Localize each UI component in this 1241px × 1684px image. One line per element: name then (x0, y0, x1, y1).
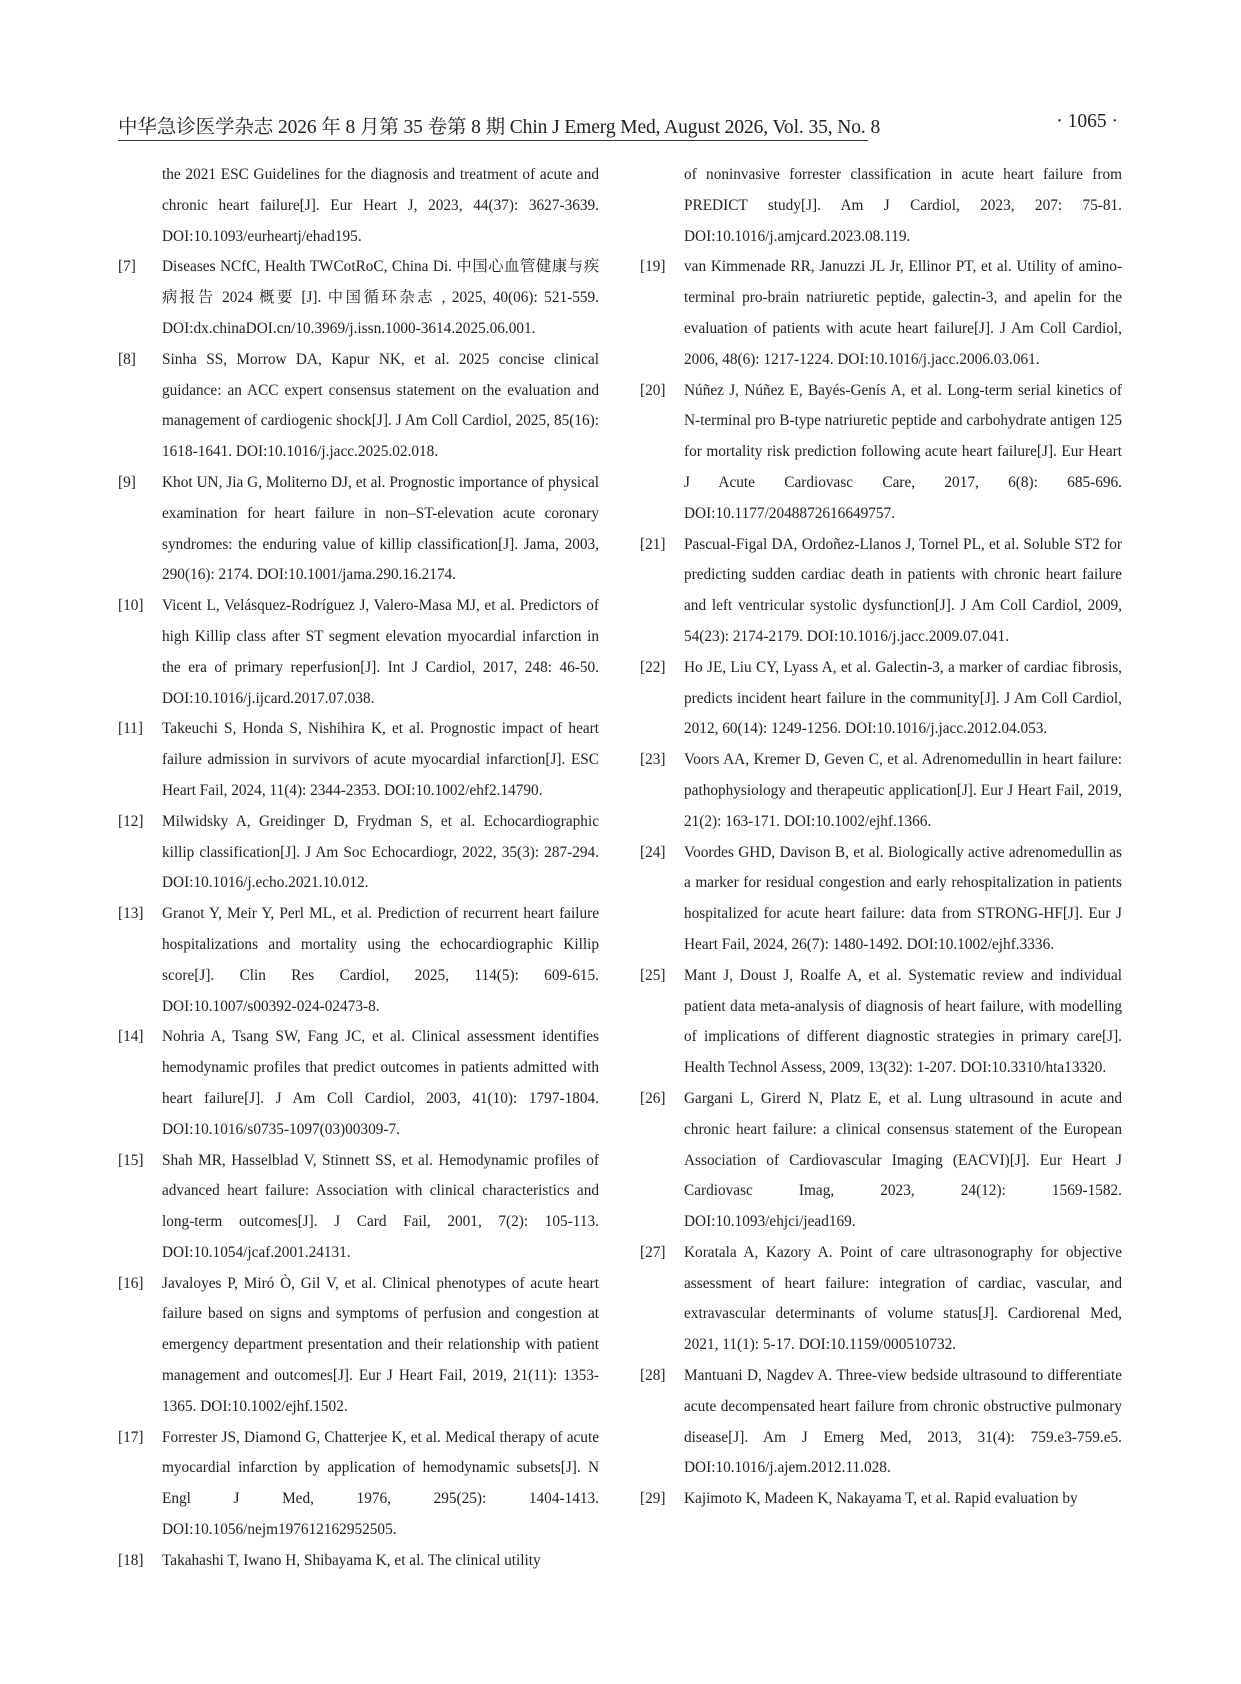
reference-text: Voors AA, Kremer D, Geven C, et al. Adrenomedullin in heart failure: pathophysiology and therapeutic application[J]. Eur J Heart Fail, 2019, 21(2): 163-171. DOI:10.1002/ejhf.1366. (684, 751, 1122, 830)
reference-item (118, 807, 599, 899)
reference-continuation (118, 160, 599, 252)
reference-number: [17] (118, 1428, 144, 1446)
reference-item (640, 961, 1122, 1084)
header-rule (118, 140, 868, 141)
reference-number: [22] (640, 658, 666, 676)
reference-text: Kajimoto K, Madeen K, Nakayama T, et al. Rapid evaluation by (684, 1490, 1078, 1508)
reference-text: Diseases NCfC, Health TWCotRoC, China Di. 中国心血管健康与疾病报告 2024 概要 [J]. 中国循环杂志 , 2025, 40(06): 521-559. DOI:dx.chinaDOI.cn/10.3969/j.issn.1000-3614.2025.06.001. (162, 258, 599, 337)
reference-text: Vicent L, Velásquez-Rodríguez J, Valero-Masa MJ, et al. Predictors of high Killip class after ST segment elevation myocardial infarction in the era of primary reperfusion[J]. Int J Cardiol, 2017, 248: 46-50. DOI:10.1016/j.ijcard.2017.07.038. (162, 597, 599, 707)
reference-item (118, 1022, 599, 1145)
reference-number: [13] (118, 905, 144, 923)
reference-text: Khot UN, Jia G, Moliterno DJ, et al. Prognostic importance of physical examination for heart failure in non–ST-elevation acute coronary syndromes: the enduring value of killip classification[J]. Jama, 2003, 290(16): 2174. DOI:10.1001/jama.290.16.2174. (162, 473, 599, 584)
reference-text: Ho JE, Liu CY, Lyass A, et al. Galectin-3, a marker of cardiac fibrosis, predicts incident heart failure in the community[J]. J Am Coll Cardiol, 2012, 60(14): 1249-1256. DOI:10.1016/j.jacc.2012.04.053. (684, 658, 1122, 738)
reference-text: Granot Y, Meir Y, Perl ML, et al. Prediction of recurrent heart failure hospitalizations and mortality using the echocardiographic Killip score[J]. Clin Res Cardiol, 2025, 114(5): 609-615. DOI:10.1007/s00392-024-02473-8. (162, 905, 599, 1015)
reference-text: the 2021 ESC Guidelines for the diagnosis and treatment of acute and chronic heart failure[J]. Eur Heart J, 2023, 44(37): 3627-3639. DOI:10.1093/eurheartj/ehad195. (162, 166, 599, 245)
reference-number: [15] (118, 1151, 144, 1169)
reference-item (118, 1423, 599, 1546)
reference-number: [21] (640, 535, 666, 553)
reference-number: [24] (640, 843, 666, 861)
references-left-column (118, 160, 599, 1577)
reference-number: [14] (118, 1028, 144, 1046)
reference-number: [28] (640, 1367, 666, 1385)
reference-item (640, 376, 1122, 530)
reference-number: [10] (118, 597, 144, 615)
reference-item (118, 1146, 599, 1269)
reference-text: Sinha SS, Morrow DA, Kapur NK, et al. 2025 concise clinical guidance: an ACC expert consensus statement on the evaluation and management of cardiogenic shock[J]. J Am Coll Cardiol, 2025, 85(16): 1618-1641. DOI:10.1016/j.jacc.2025.02.018. (162, 350, 599, 461)
reference-item (118, 591, 599, 714)
reference-number: [25] (640, 966, 666, 984)
reference-text: Shah MR, Hasselblad V, Stinnett SS, et al. Hemodynamic profiles of advanced heart failure: Association with clinical characteristics and long-term outcomes[J]. J Card Fail, 2001, 7(2): 105-113. DOI:10.1054/jcaf.2001.24131. (162, 1151, 599, 1261)
reference-number: [29] (640, 1490, 666, 1508)
reference-text: Núñez J, Núñez E, Bayés-Genís A, et al. Long-term serial kinetics of N-terminal pro B-type natriuretic peptide and carbohydrate antigen 125 for mortality risk prediction following acute heart failure[J]. Eur Heart J Acute Cardiovasc Care, 2017, 6(8): 685-696. DOI:10.1177/2048872616649757. (684, 381, 1122, 522)
reference-text: Forrester JS, Diamond G, Chatterjee K, et al. Medical therapy of acute myocardial infarction by application of hemodynamic subsets[J]. N Engl J Med, 1976, 295(25): 1404-1413. DOI:10.1056/nejm197612162952505. (162, 1428, 599, 1539)
reference-number: [20] (640, 381, 666, 399)
reference-text: Mantuani D, Nagdev A. Three-view bedside ultrasound to differentiate acute decompensated heart failure from chronic obstructive pulmonary disease[J]. Am J Emerg Med, 2013, 31(4): 759.e3-759.e5. DOI:10.1016/j.ajem.2012.11.028. (684, 1367, 1122, 1477)
reference-number: [26] (640, 1089, 666, 1107)
reference-text: van Kimmenade RR, Januzzi JL Jr, Ellinor PT, et al. Utility of amino-terminal pro-brain natriuretic peptide, galectin-3, and apelin for the evaluation of patients with acute heart failure[J]. J Am Coll Cardiol, 2006, 48(6): 1217-1224. DOI:10.1016/j.jacc.2006.03.061. (684, 258, 1122, 368)
running-header (118, 111, 1118, 141)
reference-item (118, 714, 599, 806)
reference-item (118, 1546, 599, 1577)
reference-item (640, 1484, 1122, 1515)
reference-item (640, 838, 1122, 961)
reference-item (640, 530, 1122, 653)
reference-text: Javaloyes P, Miró Ò, Gil V, et al. Clinical phenotypes of acute heart failure based on signs and symptoms of perfusion and congestion at emergency department presentation and their relationship with patient management and outcomes[J]. Eur J Heart Fail, 2019, 21(11): 1353-1365. DOI:10.1002/ejhf.1502. (162, 1274, 599, 1415)
reference-item (640, 252, 1122, 375)
reference-number: [9] (118, 473, 136, 491)
reference-number: [27] (640, 1243, 666, 1261)
reference-item (640, 1238, 1122, 1361)
journal-title: 中华急诊医学杂志 2026 年 8 月第 35 卷第 8 期 Chin J Emerg Med, August 2026, Vol. 35, No. 8 (118, 117, 881, 138)
reference-text: Pascual-Figal DA, Ordoñez-Llanos J, Tornel PL, et al. Soluble ST2 for predicting sudden cardiac death in patients with chronic heart failure and left ventricular systolic dysfunction[J]. J Am Coll Cardiol, 2009, 54(23): 2174-2179. DOI:10.1016/j.jacc.2009.07.041. (684, 535, 1122, 645)
reference-item (640, 653, 1122, 745)
reference-item (640, 745, 1122, 837)
reference-number: [12] (118, 812, 144, 830)
page-number: · 1065 · (1056, 111, 1118, 132)
reference-number: [16] (118, 1274, 144, 1292)
reference-item (640, 1361, 1122, 1484)
reference-number: [8] (118, 350, 136, 368)
reference-text: Nohria A, Tsang SW, Fang JC, et al. Clinical assessment identifies hemodynamic profiles that predict outcomes in patients admitted with heart failure[J]. J Am Coll Cardiol, 2003, 41(10): 1797-1804. DOI:10.1016/s0735-1097(03)00309-7. (162, 1028, 599, 1138)
reference-text: Voordes GHD, Davison B, et al. Biologically active adrenomedullin as a marker for residual congestion and early rehospitalization in patients hospitalized for acute heart failure: data from STRONG-HF[J]. Eur J Heart Fail, 2024, 26(7): 1480-1492. DOI:10.1002/ejhf.3336. (684, 843, 1122, 953)
reference-continuation (640, 160, 1122, 252)
reference-text: Gargani L, Girerd N, Platz E, et al. Lung ultrasound in acute and chronic heart failure: a clinical consensus statement of the European Association of Cardiovascular Imaging (EACVI)[J]. Eur Heart J Cardiovasc Imag, 2023, 24(12): 1569-1582. DOI:10.1093/ehjci/jead169. (684, 1089, 1122, 1231)
reference-text: Takeuchi S, Honda S, Nishihira K, et al. Prognostic impact of heart failure admission in survivors of acute myocardial infarction[J]. ESC Heart Fail, 2024, 11(4): 2344-2353. DOI:10.1002/ehf2.14790. (162, 720, 599, 799)
reference-text: Takahashi T, Iwano H, Shibayama K, et al. The clinical utility (162, 1551, 541, 1569)
reference-number: [7] (118, 258, 136, 276)
reference-text: Mant J, Doust J, Roalfe A, et al. Systematic review and individual patient data meta-analysis of diagnosis of heart failure, with modelling of implications of different diagnostic strategies in primary care[J]. Health Technol Assess, 2009, 13(32): 1-207. DOI:10.3310/hta13320. (684, 966, 1122, 1077)
reference-text: Koratala A, Kazory A. Point of care ultrasonography for objective assessment of heart failure: integration of cardiac, vascular, and extravascular determinants of volume status[J]. Cardiorenal Med, 2021, 11(1): 5-17. DOI:10.1159/000510732. (684, 1243, 1122, 1354)
reference-number: [19] (640, 258, 666, 276)
reference-item (640, 1084, 1122, 1238)
reference-item (118, 1269, 599, 1423)
reference-text: of noninvasive forrester classification in acute heart failure from PREDICT study[J]. Am J Cardiol, 2023, 207: 75-81. DOI:10.1016/j.amjcard.2023.08.119. (684, 166, 1122, 245)
references-right-column (640, 160, 1122, 1515)
reference-number: [18] (118, 1551, 144, 1569)
reference-number: [11] (118, 720, 143, 738)
reference-item (118, 468, 599, 591)
reference-item (118, 899, 599, 1022)
reference-text: Milwidsky A, Greidinger D, Frydman S, et al. Echocardiographic killip classification[J]. J Am Soc Echocardiogr, 2022, 35(3): 287-294. DOI:10.1016/j.echo.2021.10.012. (162, 812, 599, 892)
reference-item (118, 345, 599, 468)
reference-item (118, 252, 599, 344)
reference-number: [23] (640, 751, 666, 769)
